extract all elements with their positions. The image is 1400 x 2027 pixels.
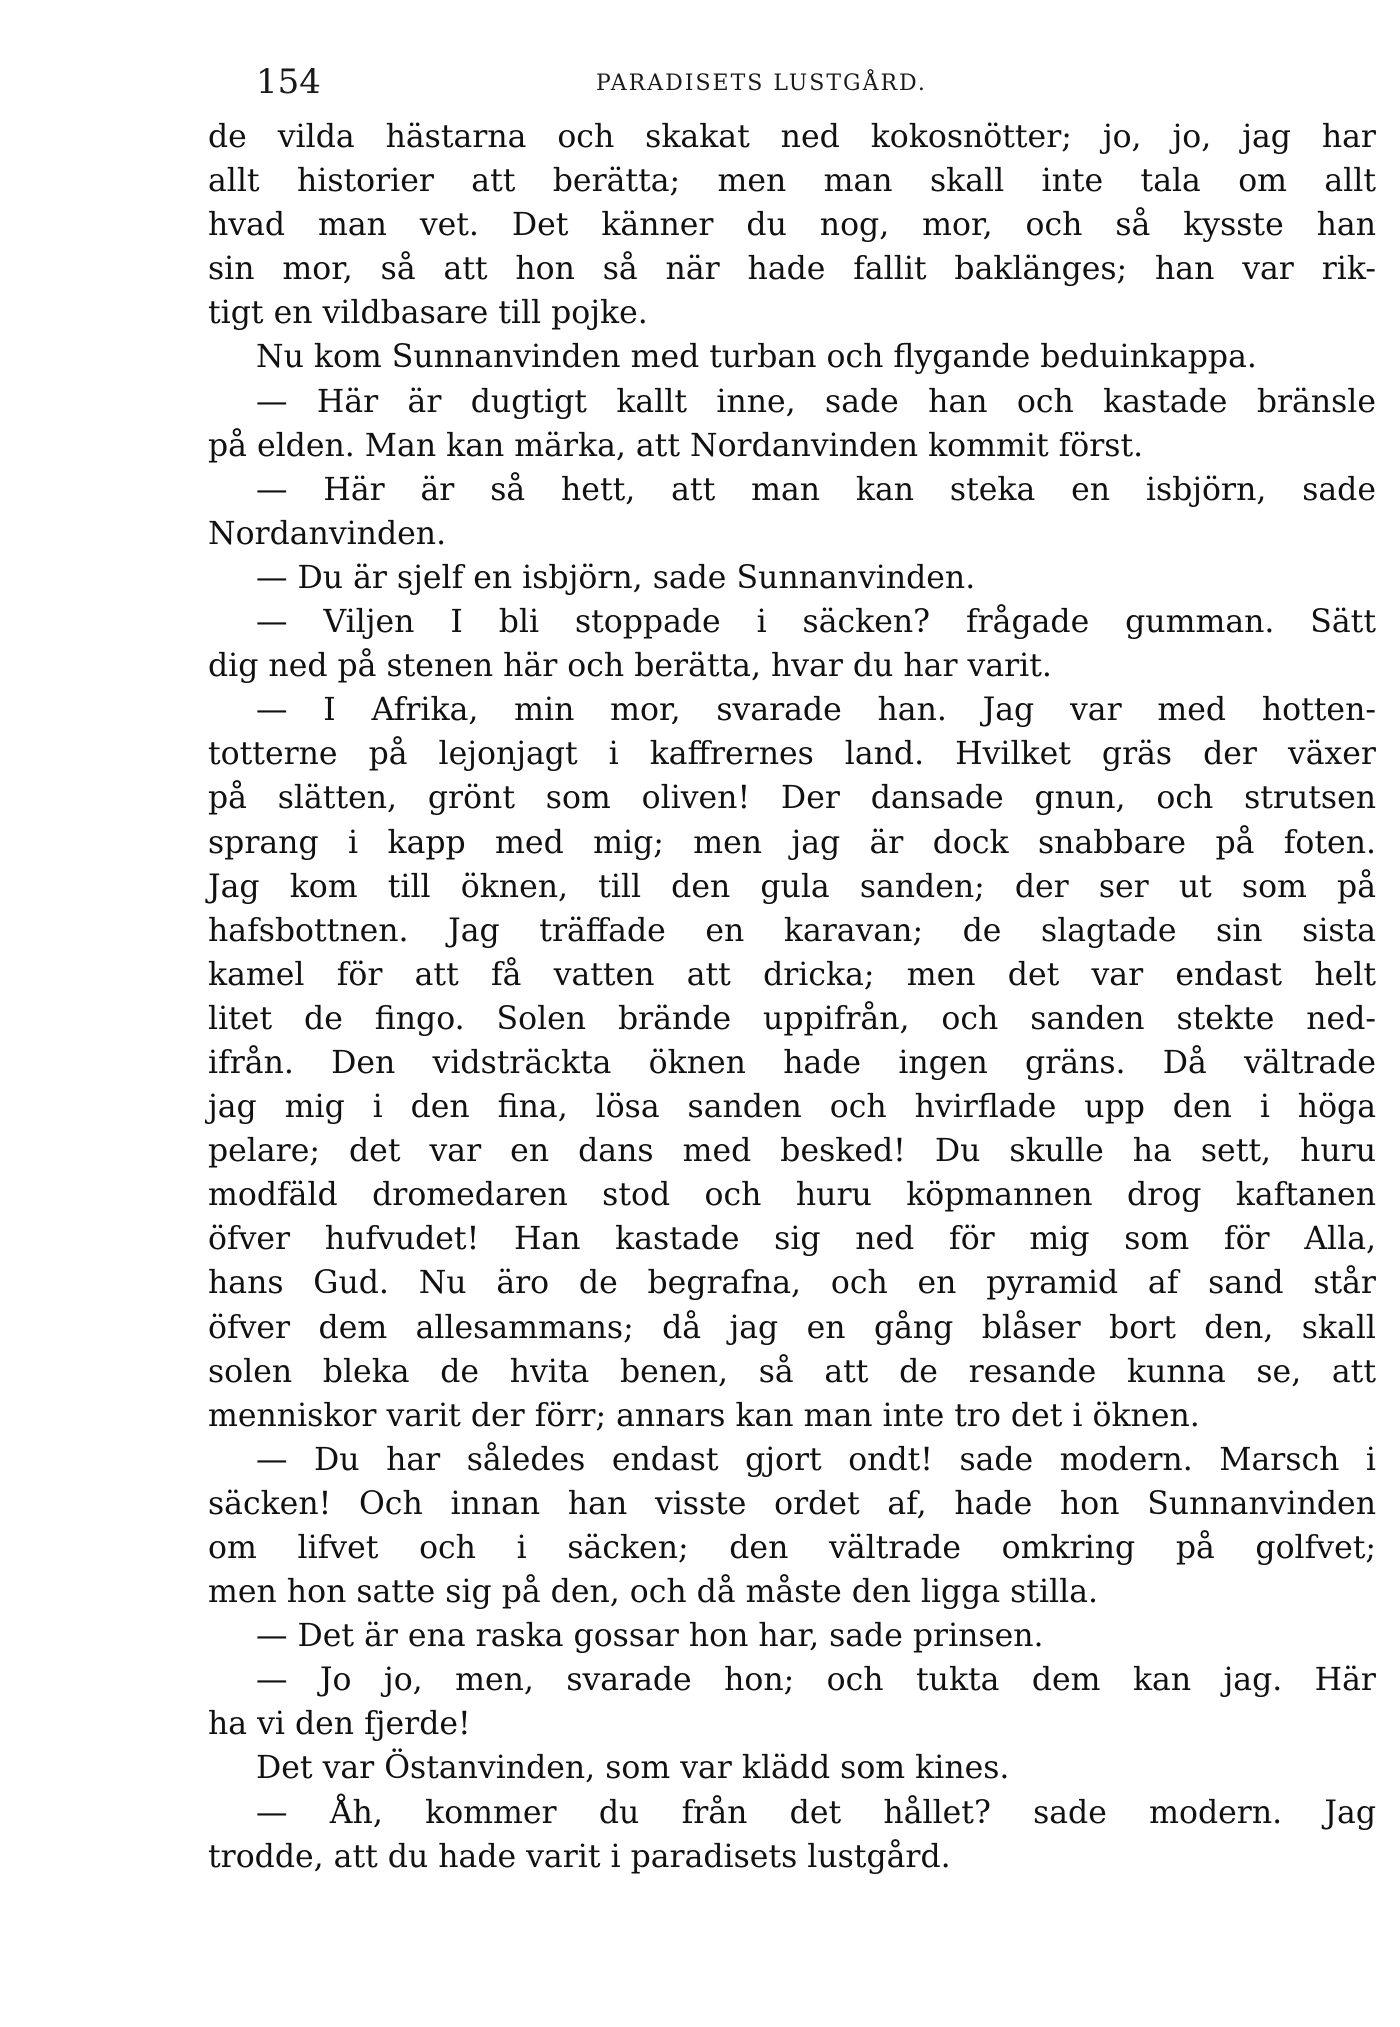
text-line: öfver hufvudet! Han kastade sig ned för mig som för Alla,: [208, 1221, 1376, 1258]
text-line: ha vi den fjerde!: [208, 1706, 471, 1743]
text-line: kamel för att få vatten att dricka; men det var endast helt: [208, 956, 1376, 993]
text-line: — Det är ena raska gossar hon har, sade prinsen.: [256, 1618, 1044, 1655]
text-line: menniskor varit der förr; annars kan man inte tro det i öknen.: [208, 1397, 1200, 1434]
text-line: tigt en vildbasare till pojke.: [208, 295, 648, 332]
text-line: — I Afrika, min mor, svarade han. Jag var med hotten-: [256, 692, 1376, 729]
text-line: — Här är så hett, att man kan steka en isbjörn, sade: [256, 471, 1376, 508]
text-line: öfver dem allesammans; då jag en gång blåser bort den, skall: [208, 1309, 1376, 1346]
text-line: sprang i kapp med mig; men jag är dock snabbare på foten.: [208, 824, 1376, 861]
page-header: [256, 60, 974, 110]
text-line: Jag kom till öknen, till den gula sanden; der ser ut som på: [208, 868, 1376, 905]
text-line: — Jo jo, men, svarade hon; och tukta dem kan jag. Här: [256, 1662, 1376, 1699]
text-line: totterne på lejonjagt i kaffrernes land. Hvilket gräs der växer: [208, 736, 1376, 773]
text-line: modfäld dromedaren stod och huru köpmannen drog kaftanen: [208, 1177, 1376, 1214]
text-line: — Åh, kommer du från det hållet? sade modern. Jag: [256, 1794, 1376, 1831]
text-line: trodde, att du hade varit i paradisets lustgård.: [208, 1838, 951, 1875]
text-line: de vilda hästarna och skakat ned kokosnötter; jo, jo, jag har: [208, 119, 1376, 155]
text-line: säcken! Och innan han visste ordet af, hade hon Sunnanvinden: [208, 1485, 1376, 1522]
text-line: dig ned på stenen här och berätta, hvar du har varit.: [208, 648, 1052, 685]
text-line: Det var Östanvinden, som var klädd som kines.: [256, 1750, 1010, 1787]
text-line: hvad man vet. Det känner du nog, mor, och så kysste han: [208, 207, 1376, 244]
text-line: allt historier att berätta; men man skall inte tala om allt: [208, 163, 1376, 200]
text-line: hans Gud. Nu äro de begrafna, och en pyramid af sand står: [208, 1265, 1376, 1302]
text-line: om lifvet och i säcken; den vältrade omkring på golfvet;: [208, 1530, 1376, 1566]
text-line: på slätten, grönt som oliven! Der dansade gnun, och strutsen: [208, 780, 1376, 817]
text-line: — Du har således endast gjort ondt! sade modern. Marsch i: [256, 1441, 1376, 1478]
text-line: litet de fingo. Solen brände uppifrån, och sanden stekte ned-: [208, 1000, 1376, 1037]
text-line: Nordanvinden.: [208, 515, 447, 552]
body-text: [208, 115, 1376, 1879]
text-line: Nu kom Sunnanvinden med turban och flygande beduinkappa.: [256, 339, 1257, 376]
text-line: på elden. Man kan märka, att Nordanvinden kommit först.: [208, 427, 1144, 464]
text-line: — Här är dugtigt kallt inne, sade han och kastade bränsle: [256, 383, 1376, 420]
text-line: jag mig i den fina, lösa sanden och hvirflade upp den i höga: [208, 1089, 1376, 1126]
text-line: — Du är sjelf en isbjörn, sade Sunnanvinden.: [256, 559, 976, 596]
text-line: — Viljen I bli stoppade i säcken? frågade gumman. Sätt: [256, 604, 1376, 641]
page-number: 154: [256, 62, 321, 102]
text-line: hafsbottnen. Jag träffade en karavan; de slagtade sin sista: [208, 912, 1376, 949]
text-line: sin mor, så att hon så när hade fallit baklänges; han var rik-: [208, 251, 1376, 288]
text-line: men hon satte sig på den, och då måste den ligga stilla.: [208, 1574, 1098, 1611]
text-line: ifrån. Den vidsträckta öknen hade ingen gräns. Då vältrade: [208, 1044, 1376, 1081]
text-line: solen bleka de hvita benen, så att de resande kunna se, att: [208, 1353, 1376, 1390]
running-title: PARADISETS LUSTGÅRD.: [596, 71, 927, 96]
text-line: pelare; det var en dans med besked! Du skulle ha sett, huru: [208, 1133, 1376, 1170]
